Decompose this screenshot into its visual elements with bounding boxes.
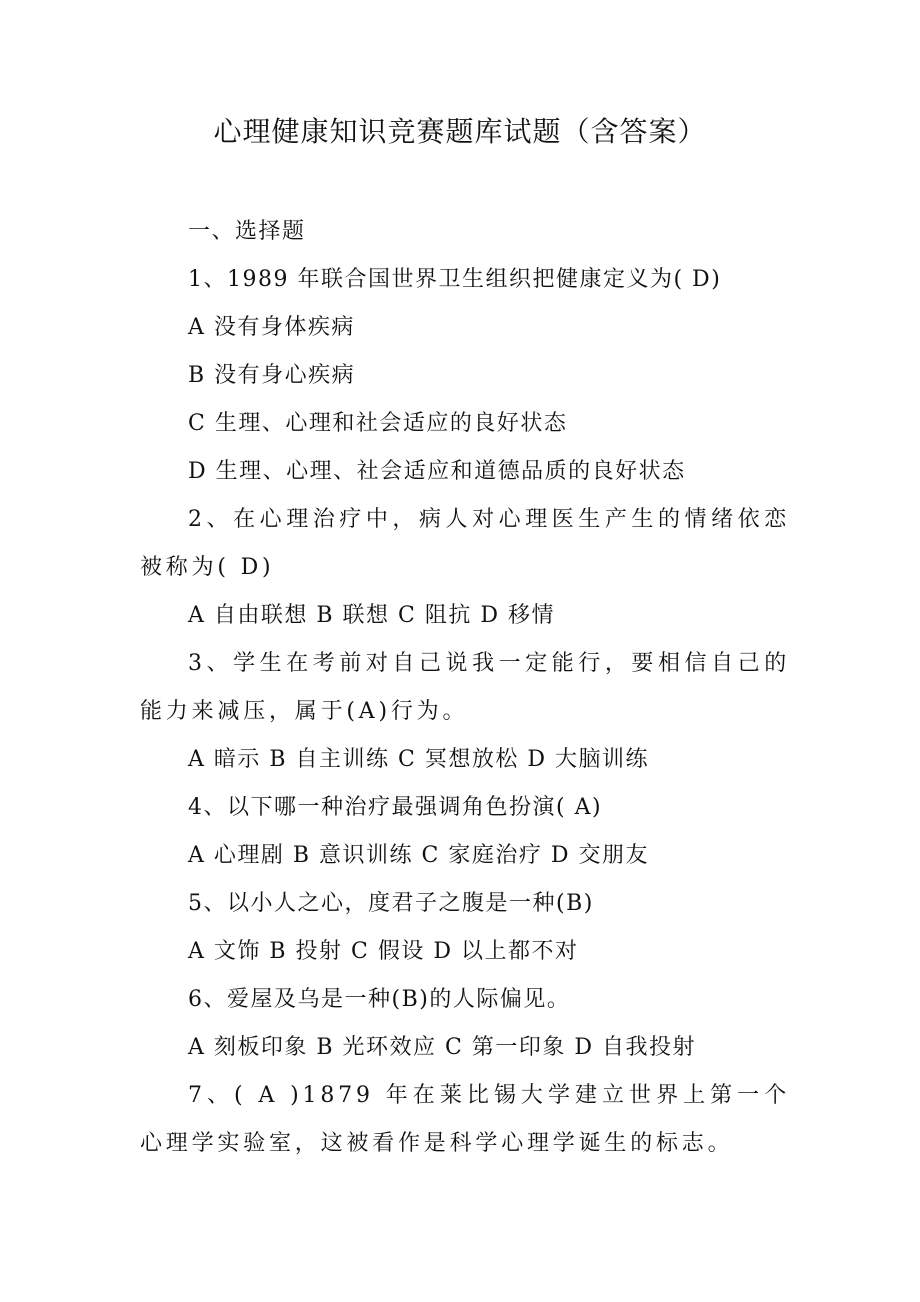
question-3: 3、学生在考前对自己说我一定能行，要相信自己的能力来减压，属于(A)行为。 bbox=[140, 651, 790, 724]
q1-option-d: D 生理、心理、社会适应和道德品质的良好状态 bbox=[188, 459, 686, 484]
section-heading: 一、选择题 bbox=[188, 219, 306, 244]
document-body bbox=[140, 208, 790, 1168]
q5-options: A 文饰 B 投射 C 假设 D 以上都不对 bbox=[188, 939, 579, 964]
q4-options: A 心理剧 B 意识训练 C 家庭治疗 D 交朋友 bbox=[188, 843, 649, 868]
q6-options: A 刻板印象 B 光环效应 C 第一印象 D 自我投射 bbox=[188, 1035, 696, 1060]
q3-options: A 暗示 B 自主训练 C 冥想放松 D 大脑训练 bbox=[188, 747, 649, 772]
question-2: 2、在心理治疗中，病人对心理医生产生的情绪依恋被称为( D) bbox=[140, 507, 790, 580]
question-7: 7、( A )1879 年在莱比锡大学建立世界上第一个心理学实验室，这被看作是科学心理学诞生的标志。 bbox=[140, 1083, 790, 1156]
document-title: 心理健康知识竞赛题库试题（含答案） bbox=[213, 115, 707, 148]
question-6: 6、爱屋及乌是一种(B)的人际偏见。 bbox=[188, 987, 571, 1012]
q2-options: A 自由联想 B 联想 C 阻抗 D 移情 bbox=[188, 603, 555, 628]
question-5: 5、以小人之心，度君子之腹是一种(B) bbox=[188, 891, 594, 916]
q1-option-b: B 没有身心疾病 bbox=[188, 363, 356, 388]
q1-option-c: C 生理、心理和社会适应的良好状态 bbox=[188, 411, 568, 436]
question-1: 1、1989 年联合国世界卫生组织把健康定义为( D) bbox=[188, 267, 722, 292]
question-4: 4、以下哪一种治疗最强调角色扮演( A) bbox=[188, 795, 603, 820]
q1-option-a: A 没有身体疾病 bbox=[188, 315, 355, 340]
